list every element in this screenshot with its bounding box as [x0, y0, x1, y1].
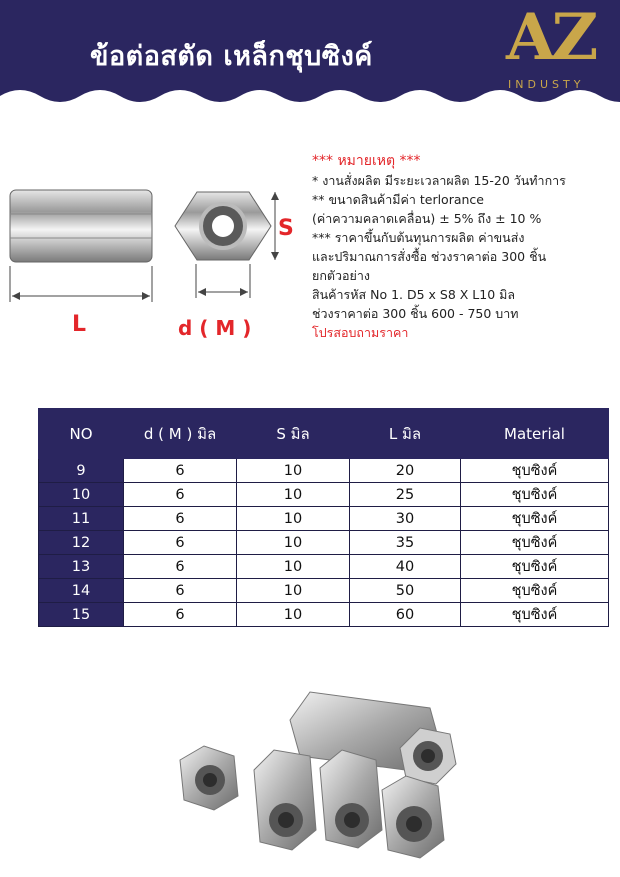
cell-d: 6 [124, 603, 237, 627]
cell-l: 40 [350, 555, 461, 579]
cell-no: 11 [39, 507, 124, 531]
brand-subtitle: INDUSTY [508, 78, 585, 91]
remark-line: สินค้ารหัส No 1. D5 x S8 X L10 มิล [312, 287, 516, 302]
cell-d: 6 [124, 483, 237, 507]
col-header-no: NO [39, 409, 124, 459]
col-header-l: L มิล [350, 409, 461, 459]
cell-s: 10 [237, 603, 350, 627]
cell-material: ชุบซิงค์ [461, 459, 609, 483]
cell-s: 10 [237, 459, 350, 483]
remarks-block [312, 152, 618, 342]
table-header-row [39, 409, 609, 459]
cell-d: 6 [124, 579, 237, 603]
cell-l: 60 [350, 603, 461, 627]
cell-l: 50 [350, 579, 461, 603]
table-row [39, 459, 609, 483]
cell-no: 15 [39, 603, 124, 627]
table-row [39, 555, 609, 579]
cell-s: 10 [237, 555, 350, 579]
label-dm: d ( M ) [178, 316, 252, 340]
header-banner [0, 0, 620, 112]
cell-material: ชุบซิงค์ [461, 579, 609, 603]
spec-table [38, 408, 609, 627]
cell-no: 13 [39, 555, 124, 579]
cell-d: 6 [124, 531, 237, 555]
page-title: ข้อต่อสตัด เหล็กชุบซิงค์ [90, 41, 373, 72]
product-photo [150, 680, 480, 870]
table-row [39, 603, 609, 627]
col-header-d: d ( M ) มิล [124, 409, 237, 459]
coupling-nuts-illustration [150, 680, 480, 870]
cell-no: 10 [39, 483, 124, 507]
remark-line: ** ขนาดสินค้ามีค่า terlorance [312, 192, 484, 207]
cell-material: ชุบซิงค์ [461, 603, 609, 627]
remark-line: (ค่าความคลาดเคลื่อน) ± 5% ถึง ± 10 % [312, 211, 542, 226]
remark-line: ยกตัวอย่าง [312, 268, 370, 283]
cell-s: 10 [237, 531, 350, 555]
cell-no: 14 [39, 579, 124, 603]
cell-l: 25 [350, 483, 461, 507]
cell-d: 6 [124, 459, 237, 483]
remarks-heading: *** หมายเหตุ *** [312, 153, 421, 169]
remark-line: และปริมาณการสั่งซื้อ ช่วงราคาต่อ 300 ชิ้น [312, 249, 547, 264]
cell-d: 6 [124, 555, 237, 579]
cell-s: 10 [237, 483, 350, 507]
brand-logo: AZ [506, 0, 595, 75]
label-s: S [278, 216, 294, 241]
coupling-nut-drawing [0, 160, 300, 360]
remark-line: *** ราคาขึ้นกับต้นทุนการผลิต ค่าขนส่ง [312, 230, 525, 245]
remark-line: * งานสั่งผลิต มีระยะเวลาผลิต 15-20 วันทำการ [312, 173, 566, 188]
cell-s: 10 [237, 579, 350, 603]
table-row [39, 531, 609, 555]
col-header-s: S มิล [237, 409, 350, 459]
cell-material: ชุบซิงค์ [461, 555, 609, 579]
table-row [39, 483, 609, 507]
cell-s: 10 [237, 507, 350, 531]
cell-l: 35 [350, 531, 461, 555]
dimension-diagram [0, 160, 300, 360]
cell-d: 6 [124, 507, 237, 531]
cell-l: 20 [350, 459, 461, 483]
col-header-material: Material [461, 409, 609, 459]
cell-l: 30 [350, 507, 461, 531]
cell-material: ชุบซิงค์ [461, 483, 609, 507]
table-row [39, 507, 609, 531]
label-l: L [72, 312, 87, 337]
remark-line: ช่วงราคาต่อ 300 ชิ้น 600 - 750 บาท [312, 306, 519, 321]
cell-no: 12 [39, 531, 124, 555]
cell-no: 9 [39, 459, 124, 483]
cell-material: ชุบซิงค์ [461, 531, 609, 555]
table-row [39, 579, 609, 603]
contact-note: โปรสอบถามราคา [312, 325, 409, 340]
cell-material: ชุบซิงค์ [461, 507, 609, 531]
